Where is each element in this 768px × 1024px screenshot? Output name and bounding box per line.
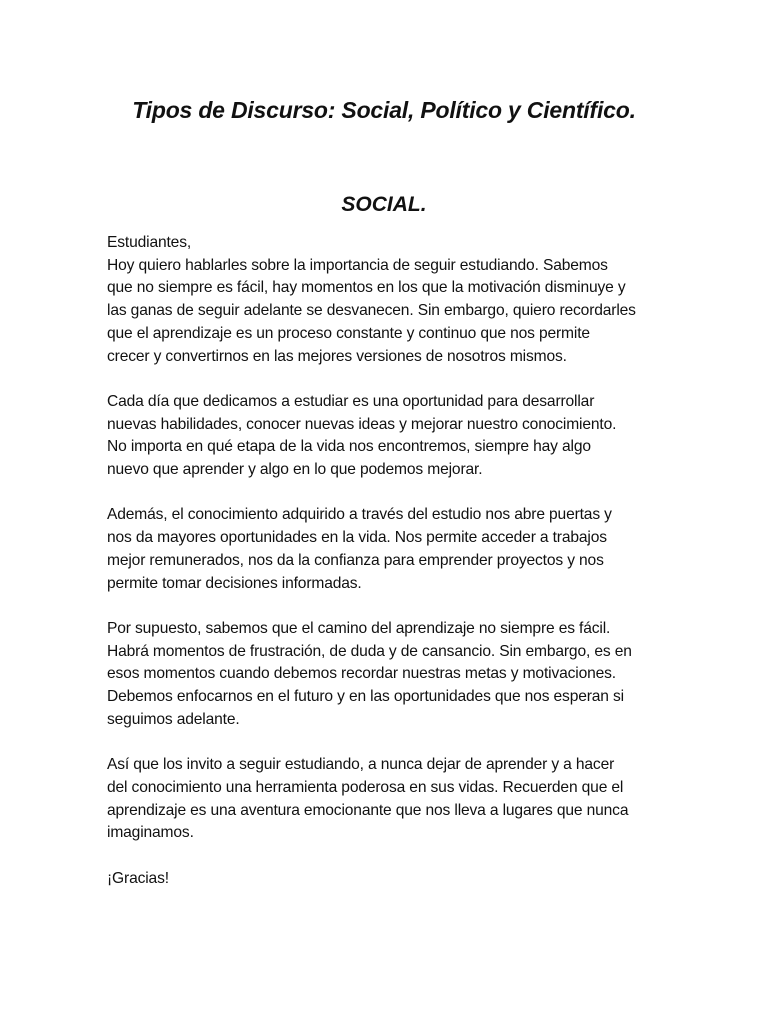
- document-title: Tipos de Discurso: Social, Político y Científico.: [132, 97, 636, 123]
- text-line: Habrá momentos de frustración, de duda y de cansancio. Sin embargo, es en: [107, 642, 632, 660]
- paragraph: [107, 754, 659, 845]
- text-line: crecer y convertirnos en las mejores versiones de nosotros mismos.: [107, 347, 567, 365]
- paragraph: [107, 391, 659, 482]
- text-line: Estudiantes,: [107, 234, 192, 251]
- text-line: Cada día que dedicamos a estudiar es una oportunidad para desarrollar: [107, 392, 595, 410]
- text-line: que no siempre es fácil, hay momentos en los que la motivación disminuye y: [107, 279, 626, 297]
- text-line: Además, el conocimiento adquirido a través del estudio nos abre puertas y: [107, 506, 612, 524]
- paragraph: [107, 618, 659, 732]
- section-heading: SOCIAL.: [341, 193, 427, 216]
- paragraph: [107, 232, 659, 368]
- text-line: imaginamos.: [107, 824, 194, 842]
- paragraph: [107, 504, 659, 595]
- text-line: seguimos adelante.: [107, 710, 240, 728]
- text-line: las ganas de seguir adelante se desvanecen. Sin embargo, quiero recordarles: [107, 302, 636, 320]
- text-line: Así que los invito a seguir estudiando, a nunca dejar de aprender y a hacer: [107, 756, 615, 774]
- text-line: del conocimiento una herramienta poderosa en sus vidas. Recuerden que el: [107, 778, 624, 796]
- text-line: que el aprendizaje es un proceso constante y continuo que nos permite: [107, 324, 590, 342]
- text-line: nuevo que aprender y algo en lo que podemos mejorar.: [107, 461, 483, 479]
- text-line: Debemos enfocarnos en el futuro y en las oportunidades que nos esperan si: [107, 688, 624, 706]
- text-line: mejor remunerados, nos da la confianza para emprender proyectos y nos: [107, 551, 604, 569]
- text-line: Por supuesto, sabemos que el camino del aprendizaje no siempre es fácil.: [107, 619, 611, 637]
- text-line: nos da mayores oportunidades en la vida. Nos permite acceder a trabajos: [107, 529, 607, 547]
- text-line: permite tomar decisiones informadas.: [107, 574, 362, 592]
- text-line: aprendizaje es una aventura emocionante que nos lleva a lugares que nunca: [107, 801, 629, 819]
- text-line: ¡Gracias!: [107, 869, 169, 887]
- document-body: [107, 232, 659, 890]
- text-line: No importa en qué etapa de la vida nos encontremos, siempre hay algo: [107, 438, 591, 456]
- closing-paragraph: [107, 868, 659, 891]
- text-line: Hoy quiero hablarles sobre la importancia de seguir estudiando. Sabemos: [107, 256, 608, 274]
- text-line: nuevas habilidades, conocer nuevas ideas y mejorar nuestro conocimiento.: [107, 415, 617, 433]
- text-line: esos momentos cuando debemos recordar nuestras metas y motivaciones.: [107, 665, 616, 683]
